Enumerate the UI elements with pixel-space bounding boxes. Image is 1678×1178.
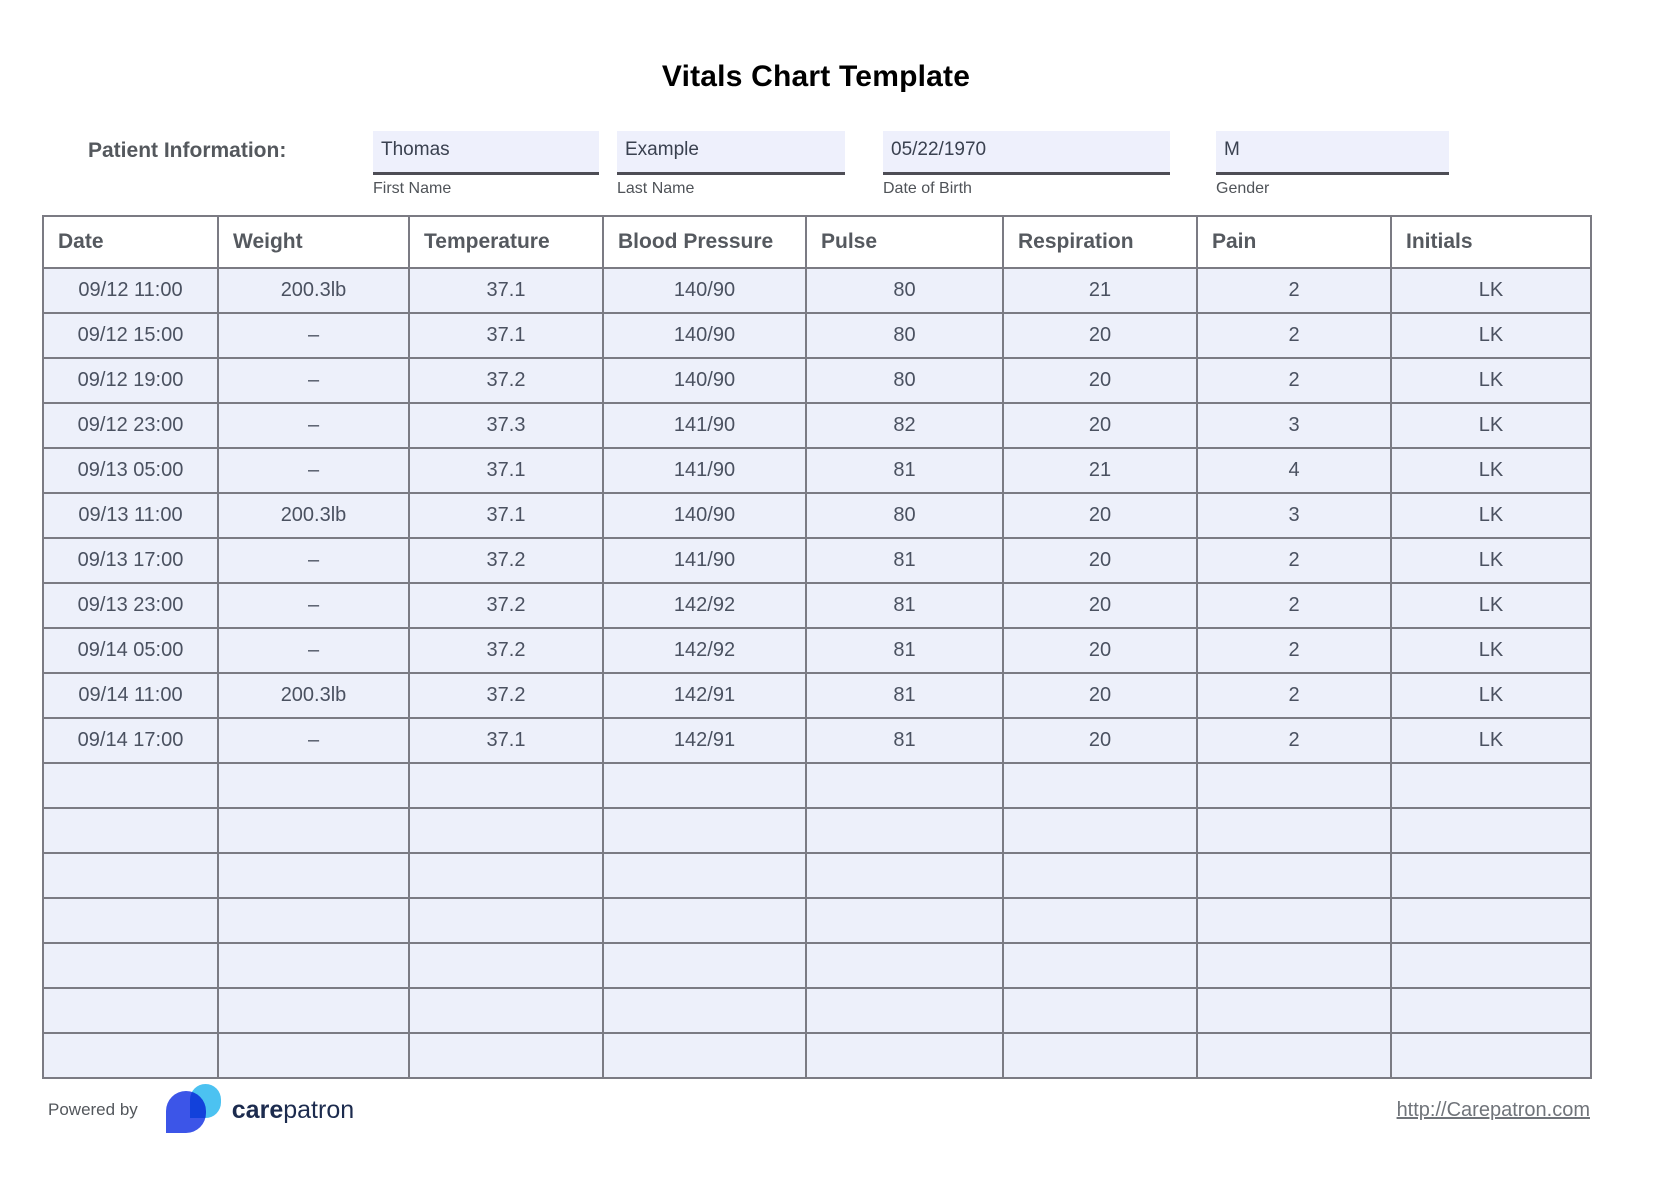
table-empty-cell[interactable] xyxy=(1003,898,1197,943)
table-cell[interactable]: 37.1 xyxy=(409,448,603,493)
table-cell[interactable]: 141/90 xyxy=(603,403,806,448)
column-header-temperature: Temperature xyxy=(409,216,603,268)
table-cell[interactable]: – xyxy=(218,538,409,583)
table-cell[interactable]: 37.2 xyxy=(409,358,603,403)
table-cell[interactable]: 09/13 17:00 xyxy=(43,538,218,583)
table-cell[interactable]: 2 xyxy=(1197,268,1391,313)
table-cell[interactable]: LK xyxy=(1391,583,1591,628)
table-empty-row xyxy=(43,988,1591,1033)
table-cell[interactable]: 37.1 xyxy=(409,313,603,358)
column-header-date: Date xyxy=(43,216,218,268)
table-cell[interactable]: 20 xyxy=(1003,538,1197,583)
table-row xyxy=(43,628,1591,673)
table-empty-cell[interactable] xyxy=(218,763,409,808)
table-empty-cell[interactable] xyxy=(43,1033,218,1078)
table-header-row xyxy=(43,216,1591,268)
table-cell[interactable]: 2 xyxy=(1197,358,1391,403)
table-cell[interactable]: – xyxy=(218,628,409,673)
date-of-birth-label: Date of Birth xyxy=(883,180,972,197)
table-cell[interactable]: 80 xyxy=(806,268,1003,313)
table-empty-cell[interactable] xyxy=(409,853,603,898)
date-of-birth-input[interactable]: 05/22/1970 xyxy=(883,131,1170,175)
column-header-respiration: Respiration xyxy=(1003,216,1197,268)
table-row xyxy=(43,718,1591,763)
table-cell[interactable]: 37.2 xyxy=(409,583,603,628)
table-empty-cell[interactable] xyxy=(43,988,218,1033)
table-cell[interactable]: – xyxy=(218,448,409,493)
table-empty-cell[interactable] xyxy=(218,988,409,1033)
table-cell[interactable]: 3 xyxy=(1197,493,1391,538)
table-empty-cell[interactable] xyxy=(1197,808,1391,853)
table-empty-cell[interactable] xyxy=(603,853,806,898)
table-empty-cell[interactable] xyxy=(409,988,603,1033)
first-name-input[interactable]: Thomas xyxy=(373,131,599,175)
table-empty-cell[interactable] xyxy=(1197,763,1391,808)
table-cell[interactable]: 141/90 xyxy=(603,538,806,583)
gender-label: Gender xyxy=(1216,180,1270,197)
table-cell[interactable]: LK xyxy=(1391,268,1591,313)
table-row xyxy=(43,358,1591,403)
table-empty-row xyxy=(43,808,1591,853)
table-cell[interactable]: 09/13 05:00 xyxy=(43,448,218,493)
column-header-blood-pressure: Blood Pressure xyxy=(603,216,806,268)
table-cell[interactable]: 200.3lb xyxy=(218,673,409,718)
table-cell[interactable]: 81 xyxy=(806,538,1003,583)
table-cell[interactable]: 3 xyxy=(1197,403,1391,448)
table-cell[interactable]: 2 xyxy=(1197,673,1391,718)
column-header-weight: Weight xyxy=(218,216,409,268)
table-cell[interactable]: 21 xyxy=(1003,448,1197,493)
table-cell[interactable]: 82 xyxy=(806,403,1003,448)
patient-information-section xyxy=(0,115,1678,205)
table-empty-row xyxy=(43,943,1591,988)
table-empty-cell[interactable] xyxy=(603,943,806,988)
table-cell[interactable]: 81 xyxy=(806,718,1003,763)
table-cell[interactable]: – xyxy=(218,403,409,448)
table-empty-cell[interactable] xyxy=(1197,943,1391,988)
table-empty-cell[interactable] xyxy=(603,988,806,1033)
table-cell[interactable]: 37.2 xyxy=(409,673,603,718)
table-empty-cell[interactable] xyxy=(43,853,218,898)
vitals-table xyxy=(42,215,1592,1079)
table-row xyxy=(43,538,1591,583)
table-cell[interactable]: 141/90 xyxy=(603,448,806,493)
table-row xyxy=(43,448,1591,493)
table-empty-cell[interactable] xyxy=(603,763,806,808)
table-empty-cell[interactable] xyxy=(1003,763,1197,808)
table-cell[interactable]: 20 xyxy=(1003,583,1197,628)
table-cell[interactable]: 81 xyxy=(806,448,1003,493)
table-cell[interactable]: 37.1 xyxy=(409,718,603,763)
table-cell[interactable]: 81 xyxy=(806,628,1003,673)
table-cell[interactable]: 09/13 23:00 xyxy=(43,583,218,628)
table-cell[interactable]: 09/14 17:00 xyxy=(43,718,218,763)
table-cell[interactable]: LK xyxy=(1391,403,1591,448)
table-empty-cell[interactable] xyxy=(409,808,603,853)
table-cell[interactable]: 21 xyxy=(1003,268,1197,313)
table-cell[interactable]: LK xyxy=(1391,538,1591,583)
table-empty-row xyxy=(43,853,1591,898)
table-cell[interactable]: 2 xyxy=(1197,313,1391,358)
table-cell[interactable]: 09/12 19:00 xyxy=(43,358,218,403)
table-row xyxy=(43,268,1591,313)
table-empty-cell[interactable] xyxy=(43,898,218,943)
table-cell[interactable]: – xyxy=(218,358,409,403)
table-row xyxy=(43,493,1591,538)
table-cell[interactable]: – xyxy=(218,583,409,628)
table-cell[interactable]: – xyxy=(218,313,409,358)
table-cell[interactable]: 4 xyxy=(1197,448,1391,493)
table-empty-cell[interactable] xyxy=(43,808,218,853)
table-empty-cell[interactable] xyxy=(1391,1033,1591,1078)
table-empty-cell[interactable] xyxy=(43,943,218,988)
table-cell[interactable]: 09/14 05:00 xyxy=(43,628,218,673)
carepatron-wordmark xyxy=(232,1096,354,1125)
table-empty-row xyxy=(43,763,1591,808)
table-empty-cell[interactable] xyxy=(603,1033,806,1078)
table-cell[interactable]: 20 xyxy=(1003,718,1197,763)
table-cell[interactable]: 09/14 11:00 xyxy=(43,673,218,718)
table-empty-cell[interactable] xyxy=(806,763,1003,808)
table-empty-cell[interactable] xyxy=(1391,943,1591,988)
table-empty-cell[interactable] xyxy=(409,1033,603,1078)
table-cell[interactable]: 20 xyxy=(1003,493,1197,538)
table-row xyxy=(43,403,1591,448)
table-cell[interactable]: 20 xyxy=(1003,403,1197,448)
table-cell[interactable]: 2 xyxy=(1197,628,1391,673)
table-empty-row xyxy=(43,1033,1591,1078)
last-name-field-group xyxy=(617,131,845,198)
table-empty-row xyxy=(43,898,1591,943)
powered-by-text: Powered by xyxy=(48,1100,138,1119)
table-cell[interactable]: 20 xyxy=(1003,628,1197,673)
table-cell[interactable]: 200.3lb xyxy=(218,493,409,538)
table-empty-cell[interactable] xyxy=(1391,808,1591,853)
table-empty-cell[interactable] xyxy=(1003,853,1197,898)
table-empty-cell[interactable] xyxy=(218,943,409,988)
table-empty-cell[interactable] xyxy=(806,808,1003,853)
table-cell[interactable]: LK xyxy=(1391,313,1591,358)
footer xyxy=(48,1082,1590,1138)
table-cell[interactable]: 140/90 xyxy=(603,268,806,313)
table-empty-cell[interactable] xyxy=(1197,853,1391,898)
table-cell[interactable]: LK xyxy=(1391,718,1591,763)
table-cell[interactable]: 142/92 xyxy=(603,583,806,628)
table-empty-cell[interactable] xyxy=(1003,943,1197,988)
last-name-label: Last Name xyxy=(617,180,695,197)
table-empty-cell[interactable] xyxy=(218,808,409,853)
table-empty-cell[interactable] xyxy=(806,988,1003,1033)
table-cell[interactable]: 81 xyxy=(806,673,1003,718)
patient-information-label: Patient Information: xyxy=(88,139,287,162)
table-cell[interactable]: 37.1 xyxy=(409,268,603,313)
table-cell[interactable]: 2 xyxy=(1197,538,1391,583)
table-cell[interactable]: 20 xyxy=(1003,313,1197,358)
vitals-table-body xyxy=(43,268,1591,1078)
table-cell[interactable]: 09/12 23:00 xyxy=(43,403,218,448)
table-empty-cell[interactable] xyxy=(806,853,1003,898)
table-cell[interactable]: 37.3 xyxy=(409,403,603,448)
table-cell[interactable]: 80 xyxy=(806,493,1003,538)
table-cell[interactable]: LK xyxy=(1391,673,1591,718)
first-name-field-group xyxy=(373,131,599,198)
table-empty-cell[interactable] xyxy=(1003,1033,1197,1078)
table-empty-cell[interactable] xyxy=(218,1033,409,1078)
table-cell[interactable]: 81 xyxy=(806,583,1003,628)
table-cell[interactable]: LK xyxy=(1391,358,1591,403)
table-cell[interactable]: LK xyxy=(1391,628,1591,673)
carepatron-logo-icon xyxy=(166,1084,224,1136)
table-empty-cell[interactable] xyxy=(1197,988,1391,1033)
table-cell[interactable]: – xyxy=(218,718,409,763)
table-empty-cell[interactable] xyxy=(1391,853,1591,898)
column-header-pulse: Pulse xyxy=(806,216,1003,268)
table-row xyxy=(43,673,1591,718)
table-cell[interactable]: LK xyxy=(1391,448,1591,493)
table-empty-cell[interactable] xyxy=(1197,1033,1391,1078)
table-cell[interactable]: 140/90 xyxy=(603,358,806,403)
table-empty-cell[interactable] xyxy=(409,763,603,808)
table-cell[interactable]: 09/12 15:00 xyxy=(43,313,218,358)
table-cell[interactable]: 37.1 xyxy=(409,493,603,538)
table-empty-cell[interactable] xyxy=(218,853,409,898)
table-cell[interactable]: 142/91 xyxy=(603,673,806,718)
table-empty-cell[interactable] xyxy=(603,898,806,943)
table-cell[interactable]: 142/92 xyxy=(603,628,806,673)
table-cell[interactable]: 140/90 xyxy=(603,313,806,358)
table-empty-cell[interactable] xyxy=(218,898,409,943)
table-empty-cell[interactable] xyxy=(1391,988,1591,1033)
table-row xyxy=(43,583,1591,628)
table-cell[interactable]: 140/90 xyxy=(603,493,806,538)
table-cell[interactable]: 80 xyxy=(806,313,1003,358)
gender-field-group xyxy=(1216,131,1449,198)
table-cell[interactable]: LK xyxy=(1391,493,1591,538)
logo-light-droplet-icon xyxy=(190,1084,221,1118)
date-of-birth-field-group xyxy=(883,131,1170,198)
table-empty-cell[interactable] xyxy=(1391,763,1591,808)
table-empty-cell[interactable] xyxy=(806,943,1003,988)
table-empty-cell[interactable] xyxy=(43,763,218,808)
table-empty-cell[interactable] xyxy=(806,1033,1003,1078)
table-cell[interactable]: 2 xyxy=(1197,718,1391,763)
column-header-initials: Initials xyxy=(1391,216,1591,268)
column-header-pain: Pain xyxy=(1197,216,1391,268)
table-empty-cell[interactable] xyxy=(1197,898,1391,943)
table-cell[interactable]: 200.3lb xyxy=(218,268,409,313)
table-cell[interactable]: 09/13 11:00 xyxy=(43,493,218,538)
table-empty-cell[interactable] xyxy=(1003,988,1197,1033)
table-empty-cell[interactable] xyxy=(1003,808,1197,853)
gender-input[interactable]: M xyxy=(1216,131,1449,175)
last-name-input[interactable]: Example xyxy=(617,131,845,175)
table-cell[interactable]: 37.2 xyxy=(409,538,603,583)
table-row xyxy=(43,313,1591,358)
table-cell[interactable]: 80 xyxy=(806,358,1003,403)
table-cell[interactable]: 20 xyxy=(1003,673,1197,718)
table-cell[interactable]: 09/12 11:00 xyxy=(43,268,218,313)
table-empty-cell[interactable] xyxy=(603,808,806,853)
brand-regular-part: patron xyxy=(283,1095,355,1124)
first-name-label: First Name xyxy=(373,180,452,197)
page-title: Vitals Chart Template xyxy=(661,60,971,93)
table-empty-cell[interactable] xyxy=(1391,898,1591,943)
carepatron-link[interactable]: http://Carepatron.com xyxy=(1396,1098,1590,1121)
table-empty-cell[interactable] xyxy=(806,898,1003,943)
table-empty-cell[interactable] xyxy=(409,898,603,943)
table-empty-cell[interactable] xyxy=(409,943,603,988)
table-cell[interactable]: 2 xyxy=(1197,583,1391,628)
brand-bold-part: care xyxy=(231,1095,284,1124)
table-cell[interactable]: 20 xyxy=(1003,358,1197,403)
table-cell[interactable]: 37.2 xyxy=(409,628,603,673)
table-cell[interactable]: 142/91 xyxy=(603,718,806,763)
